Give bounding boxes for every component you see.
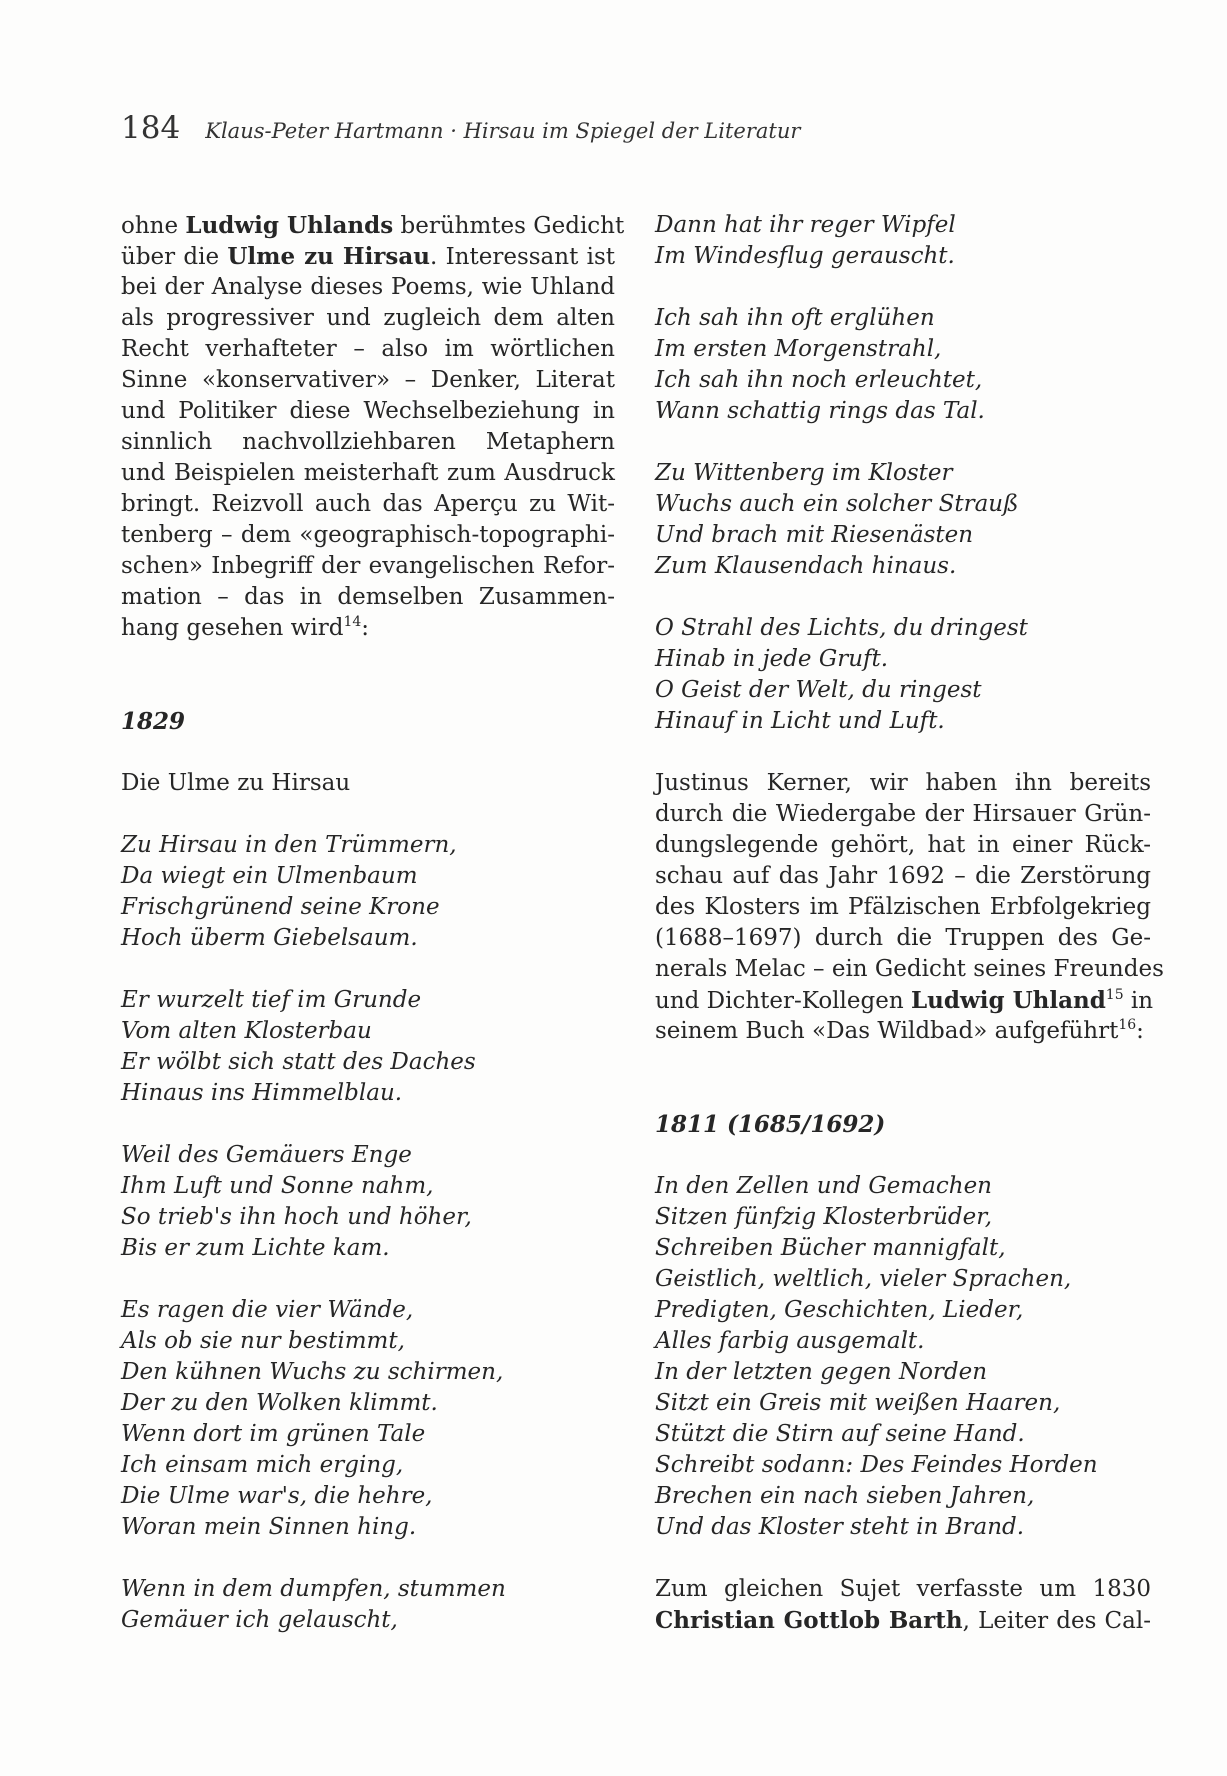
poem-line: Wenn in dem dumpfen, stummen [121,1576,506,1602]
poem [121,830,615,1636]
poem-line: Sitzen fünfzig Klosterbrüder, [655,1204,993,1230]
poem-line: Geistlich, weltlich, vieler Sprachen, [655,1266,1072,1292]
poem-line: Im ersten Morgenstrahl, [655,336,942,362]
poem-line: Frischgrünend seine Krone [121,894,440,920]
text-line: als progressiver und zugleich dem alten [121,305,615,331]
poem-line: Und das Kloster steht in Brand. [655,1514,1025,1540]
text-line: schau auf das Jahr 1692 – die Zerstörung [655,863,1151,889]
text-line: Sinne «konservativer» – Denker, Literat [121,367,615,393]
poem-continuation [655,210,1151,737]
right-column [655,210,1164,1636]
poem-line: O Geist der Welt, du ringest [655,677,982,703]
poem-line: So trieb's ihn hoch und höher, [121,1204,472,1230]
poem-line: In den Zellen und Gemachen [655,1173,992,1199]
text-line: nerals Melac – ein Gedicht seines Freundes [655,956,1164,982]
poem-line: Alles farbig ausgemalt. [655,1328,925,1354]
poem-line: Hinauf in Licht und Luft. [655,708,945,734]
poem-line: Stützt die Stirn auf seine Hand. [655,1421,1025,1447]
running-head: Klaus-Peter Hartmann · Hirsau im Spiegel der Literatur [205,119,801,143]
poem-line: Weil des Gemäuers Enge [121,1142,412,1168]
intro-paragraph [121,210,625,644]
poem-line: Und brach mit Riesenästen [655,522,974,548]
poem-line: Hoch überm Giebelsaum. [121,925,418,951]
poem-line: Dann hat ihr reger Wipfel [655,212,956,238]
poem-line: Zu Wittenberg im Kloster [655,460,953,486]
poem-year: 1811 (1685/1692) [655,1111,886,1138]
text-line: Recht verhafteter – also im wörtlichen [121,336,615,362]
text-line: Zum gleichen Sujet verfasste um 1830 [655,1576,1151,1602]
text-line: hang gesehen wird$^{14}$: [121,614,370,641]
poem-line: Zum Klausendach hinaus. [655,553,957,579]
poem-line: Woran mein Sinnen hing. [121,1514,417,1540]
text-line: und Beispielen meisterhaft zum Ausdruck [121,460,615,486]
poem-line: Er wurzelt tief im Grunde [121,987,422,1013]
text-line: schen» Inbegriff der evangelischen Refor- [121,553,615,579]
text-line: ohne Ludwig Uhlands berühmtes Gedicht [121,212,625,239]
poem-line: Predigten, Geschichten, Lieder, [655,1297,1024,1323]
text-line: tenberg – dem «geographisch-topographi- [121,522,615,548]
text-line: über die Ulme zu Hirsau. Interessant ist [121,243,615,270]
page-number: 184 [121,110,181,146]
poem-line: In der letzten gegen Norden [655,1359,988,1385]
poem-title: Die Ulme zu Hirsau [121,770,351,796]
poem-line: Ich sah ihn oft erglühen [655,305,935,331]
text-line: bei der Analyse dieses Poems, wie Uhland [121,274,615,300]
text-line: bringt. Reizvoll auch das Aperçu zu Wit- [121,491,615,517]
poem-line: Es ragen die vier Wände, [121,1297,414,1323]
poem-line: Sitzt ein Greis mit weißen Haaren, [655,1390,1061,1416]
poem-line: Er wölbt sich statt des Daches [121,1049,476,1075]
poem-line: Der zu den Wolken klimmt. [121,1390,438,1416]
poem-line: Hinab in jede Gruft. [655,646,889,672]
poem-line: Den kühnen Wuchs zu schirmen, [121,1359,504,1385]
poem-line: Ich einsam mich erging, [121,1452,404,1478]
poem-line: Wuchs auch ein solcher Strauß [655,491,1019,517]
poem-year: 1829 [121,708,186,735]
text-line: und Politiker diese Wechselbeziehung in [121,398,615,424]
poem-line: Zu Hirsau in den Trümmern, [121,832,457,858]
text-line: seinem Buch «Das Wildbad» aufgeführt$^{16}$: [655,1017,1144,1044]
text-line: (1688–1697) durch die Truppen des Ge- [655,925,1151,951]
poem-line: Wann schattig rings das Tal. [655,398,985,424]
poem-line: Ich sah ihn noch erleuchtet, [655,367,983,393]
poem-line: Schreiben Bücher mannigfalt, [655,1235,1006,1261]
poem-line: Bis er zum Lichte kam. [121,1235,390,1261]
poem-line: Als ob sie nur bestimmt, [121,1328,405,1354]
poem-line: Die Ulme war's, die hehre, [121,1483,433,1509]
poem-line: Vom alten Klosterbau [121,1018,372,1044]
left-column [121,210,625,1636]
text-line: mation – das in demselben Zusammen- [121,584,615,610]
text-line: sinnlich nachvollziehbaren Metaphern [121,429,615,455]
poem [655,1171,1151,1543]
poem-line: Ihm Luft und Sonne nahm, [121,1173,434,1199]
text-line: des Klosters im Pfälzischen Erbfolgekrieg [655,894,1151,920]
poem-line: O Strahl des Lichts, du dringest [655,615,1028,641]
poem-line: Brechen ein nach sieben Jahren, [655,1483,1035,1509]
closing-paragraph [655,1574,1151,1636]
poem-line: Wenn dort im grünen Tale [121,1421,426,1447]
poem-line: Hinaus ins Himmelblau. [121,1080,403,1106]
poem-line: Schreibt sodann: Des Feindes Horden [655,1452,1098,1478]
poem-line: Gemäuer ich gelauscht, [121,1607,398,1633]
text-line: Christian Gottlob Barth, Leiter des Cal- [655,1607,1151,1634]
text-line: Justinus Kerner, wir haben ihn bereits [655,770,1151,796]
text-line: durch die Wiedergabe der Hirsauer Grün- [655,801,1151,827]
kerner-paragraph [655,768,1164,1047]
poem-line: Da wiegt ein Ulmenbaum [121,863,418,889]
text-line: und Dichter-Kollegen Ludwig Uhland$^{15}$ in [655,987,1154,1014]
text-line: dungslegende gehört, hat in einer Rück- [655,832,1151,858]
poem-line: Im Windesflug gerauscht. [655,243,955,269]
page-header [121,110,800,146]
